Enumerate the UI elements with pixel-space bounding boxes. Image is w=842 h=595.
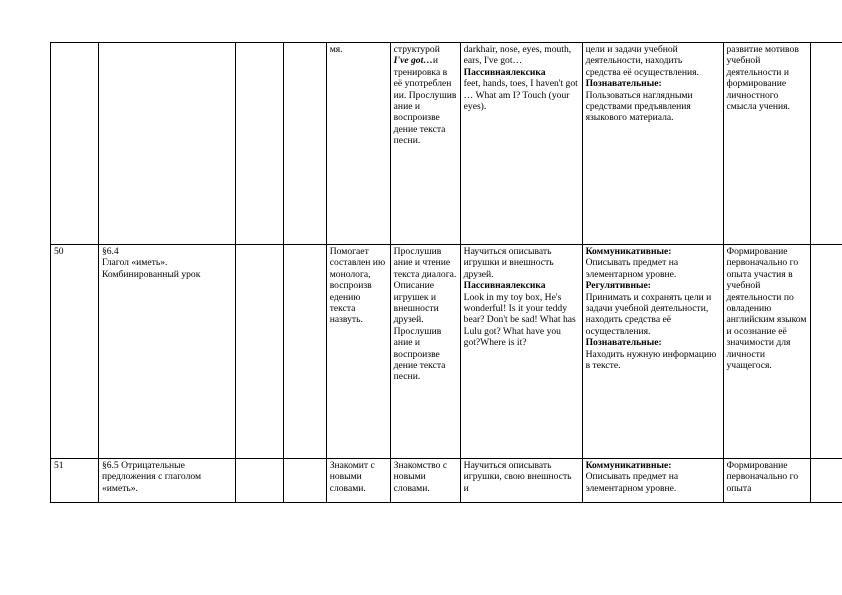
- teacher-activity-cell: мя.: [326, 43, 390, 245]
- text-fragment: структурой: [393, 44, 440, 55]
- text-fragment: и тренировка в её употреблен ии. Прослушив ание и воспроизве дение текста песни.: [393, 55, 457, 147]
- uud-cell: [582, 43, 723, 245]
- text-fragment: Описывать предмет на элементарном уровне.: [585, 471, 679, 494]
- lesson-plan-table: [50, 42, 842, 503]
- subject-results-cell: [460, 245, 582, 459]
- empty-cell: [283, 43, 326, 245]
- uud-cell: [582, 459, 723, 503]
- section-label: Коммуникативные:: [585, 460, 672, 471]
- table-row: [51, 245, 842, 459]
- subject-results-cell: [460, 43, 582, 245]
- empty-cell: [283, 245, 326, 459]
- text-fragment: Пользоваться наглядными средствами предъявления языкового материала.: [585, 89, 693, 124]
- lesson-number-cell: [51, 43, 99, 245]
- text-fragment: feet, hands, toes, I haven't got … What am I? Touch (your eyes).: [463, 78, 578, 113]
- topic-line: Глагол «иметь».: [101, 257, 168, 269]
- table-row: [51, 459, 842, 503]
- text-fragment: Принимать и сохранять цели и задачи учебной деятельности, находить средства её осуществления.: [585, 291, 712, 337]
- subject-results-cell: Научиться описывать игрушки, свою внешность и: [460, 459, 582, 503]
- lesson-number-cell: 50: [51, 245, 99, 459]
- empty-cell: [235, 43, 283, 245]
- text-fragment: Look in my toy box, He's wonderful! Is it your teddy bear? Don't be sad! What has Lulu got? What have you got?Where is it?: [463, 291, 576, 349]
- student-activity-cell: Прослушив ание и чтение текста диалога. Описание игрушек и внешности друзей. Прослушив ание и воспроизве дение текста песни.: [390, 245, 460, 459]
- lesson-topic-cell: [98, 43, 235, 245]
- personal-results-cell: Формирование первоначально го опыта: [723, 459, 811, 503]
- section-label: Регулятивные:: [585, 280, 651, 292]
- empty-cell: [811, 245, 842, 459]
- uud-cell: [582, 245, 723, 459]
- personal-results-cell: Формирование первоначально го опыта участия в учебной деятельности по овладению английским языком и осознание её значимости для личности учащегося.: [723, 245, 811, 459]
- text-fragment: Научиться описывать игрушки и внешность друзей.: [463, 246, 554, 280]
- text-fragment: darkhair, nose, eyes, mouth, ears, I've got…: [463, 44, 572, 67]
- teacher-activity-cell: Знакомит с новыми словами.: [326, 459, 390, 503]
- topic-line: §6.4: [101, 246, 119, 257]
- topic-line: Комбинированный урок: [101, 268, 201, 280]
- empty-cell: [235, 459, 283, 503]
- empty-cell: [283, 459, 326, 503]
- personal-results-cell: развитие мотивов учебной деятельности и формирование личностного смысла учения.: [723, 43, 811, 245]
- empty-cell: [811, 459, 842, 503]
- lesson-topic-cell: [98, 245, 235, 459]
- table-row: [51, 43, 842, 245]
- text-fragment: Находить нужную информацию в тексте.: [585, 348, 717, 372]
- text-fragment: цели и задачи учебной деятельности, находить средства её осуществления.: [585, 44, 699, 78]
- student-activity-cell: Знакомство с новыми словами.: [390, 459, 460, 503]
- teacher-activity-cell: Помогает составлен ию монолога, воспроизв едению текста назвуть.: [326, 245, 390, 459]
- lesson-number-cell: 51: [51, 459, 99, 503]
- topic-line: §6.5 Отрицательные предложения с глаголом «иметь».: [101, 460, 202, 494]
- text-fragment-italic: I've got…: [393, 55, 433, 67]
- text-fragment: Описывать предмет на элементарном уровне.: [585, 257, 679, 280]
- section-label: Коммуникативные:: [585, 246, 672, 257]
- section-label: Познавательные:: [585, 337, 662, 349]
- section-label: Познавательные:: [585, 78, 662, 90]
- empty-cell: [235, 245, 283, 459]
- section-label: Пассивнаялексика: [463, 280, 546, 292]
- empty-cell: [811, 43, 842, 245]
- lesson-topic-cell: [98, 459, 235, 503]
- student-activity-cell: [390, 43, 460, 245]
- section-label: Пассивнаялексика: [463, 66, 546, 78]
